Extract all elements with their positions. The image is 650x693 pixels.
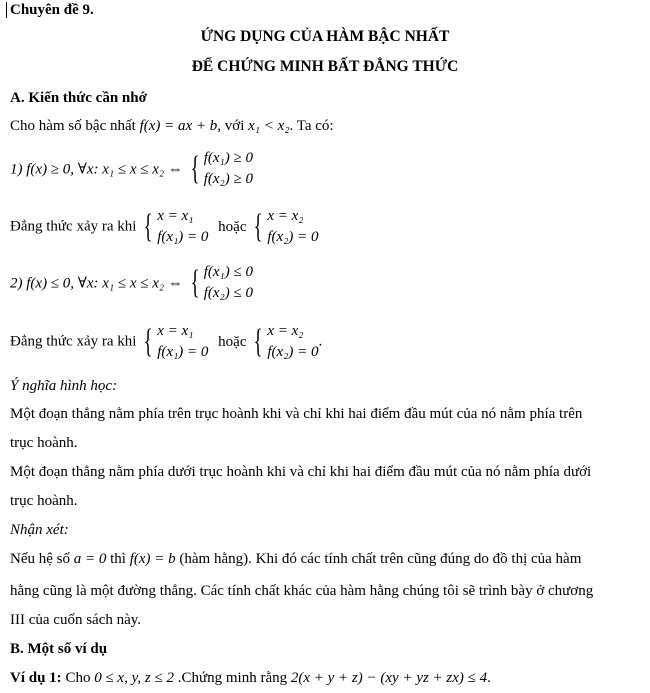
chapter-label: Chuyên đề 9. <box>10 2 94 18</box>
equality-2-system-b <box>250 321 318 363</box>
equality-2-system-a <box>140 321 208 363</box>
case-1 <box>10 148 253 190</box>
equality-2-or: hoặc <box>218 333 247 350</box>
equality-1-a-row-2: f(x₁) = 0 <box>157 229 209 245</box>
brace-icon: { <box>190 150 200 187</box>
remark-heading: Nhận xét: <box>10 522 69 538</box>
title-line-2: ĐỂ CHỨNG MINH BẤT ĐẲNG THỨC <box>191 58 459 75</box>
section-a-heading: A. Kiến thức cần nhớ <box>10 90 147 106</box>
brace-icon: { <box>143 208 153 245</box>
remark-text-a: Nếu hệ số <box>10 551 74 567</box>
equality-1-b-row-2: f(x₂) = 0 <box>267 229 319 245</box>
brace-icon: { <box>253 208 263 245</box>
equality-2-b-row-2: f(x₂) = 0 <box>267 344 319 360</box>
geometry-p1-line2: trục hoành. <box>10 435 78 451</box>
geometry-heading: Ý nghĩa hình học: <box>10 378 118 394</box>
case-1-row-2: f(x₂) ≥ 0 <box>203 171 253 187</box>
equality-2-a-row-1: x = x₁ <box>157 323 194 339</box>
case-2-row-2: f(x₂) ≤ 0 <box>203 285 253 301</box>
intro-condition: x₁ < x₂ <box>248 118 290 134</box>
brace-icon: { <box>143 323 153 360</box>
geometry-p2-line2: trục hoành. <box>10 493 78 509</box>
example-1-text-b: .Chứng minh rằng <box>174 670 291 686</box>
case-2-system <box>187 262 253 304</box>
remark-line3: III của cuốn sách này. <box>10 612 142 628</box>
intro-prefix: Cho hàm số bậc nhất <box>10 118 140 134</box>
geometry-p1-line1: Một đoạn thẳng nằm phía trên trục hoành khi và chỉ khi hai điểm đầu mút của nó nằm phía trên <box>10 406 583 422</box>
case-2-label: 2) f(x) ≤ 0, ∀x: x₁ ≤ x ≤ x₂ ⇔ <box>10 275 183 292</box>
example-1-inequality: 2(x + y + z) − (xy + yz + zx) ≤ 4 <box>290 670 488 686</box>
equality-1-a-row-1: x = x₁ <box>157 208 194 224</box>
remark-line1 <box>10 551 581 568</box>
equality-1-system-a <box>140 206 208 248</box>
equality-2-a-row-2: f(x₁) = 0 <box>157 344 209 360</box>
remark-text-b: thì <box>106 551 130 567</box>
case-1-label: 1) f(x) ≥ 0, ∀x: x₁ ≤ x ≤ x₂ ⇔ <box>10 161 183 178</box>
case-1-row-1: f(x₁) ≥ 0 <box>203 150 253 166</box>
case-1-system <box>187 148 253 190</box>
brace-icon: { <box>253 323 263 360</box>
equality-2-prefix: Đẳng thức xảy ra khi <box>10 333 137 350</box>
equality-2 <box>10 321 322 363</box>
remark-line2: hằng cũng là một đường thẳng. Các tính chất khác của hàm hằng chúng tôi sẽ trình bày ở chương <box>10 583 594 599</box>
equality-1-or: hoặc <box>218 218 247 235</box>
example-1-period: . <box>487 670 491 686</box>
example-1-text-a: Cho <box>61 670 95 686</box>
remark-math-a: a = 0 <box>73 551 107 567</box>
remark-text-c: (hàm hằng). Khi đó các tính chất trên cũng đúng do đồ thị của hàm <box>175 551 582 567</box>
title-line-1: ỨNG DỤNG CỦA HÀM BẬC NHẤT <box>200 28 450 45</box>
equality-1-prefix: Đẳng thức xảy ra khi <box>10 218 137 235</box>
remark-math-f: f(x) = b <box>129 551 176 567</box>
intro-suffix: . Ta có: <box>289 118 334 134</box>
equality-1 <box>10 206 318 248</box>
intro-mid: , với <box>217 118 249 134</box>
equality-1-b-row-1: x = x₂ <box>267 208 304 224</box>
equality-1-system-b <box>250 206 318 248</box>
equality-2-b-row-1: x = x₂ <box>267 323 304 339</box>
text-cursor <box>6 2 7 18</box>
case-2-row-1: f(x₁) ≤ 0 <box>203 264 253 280</box>
equality-2-period: . <box>318 333 323 350</box>
geometry-p2-line1: Một đoạn thẳng nằm phía dưới trục hoành khi và chỉ khi hai điểm đầu mút của nó nằm phía dưới <box>10 464 592 480</box>
example-1-condition: 0 ≤ x, y, z ≤ 2 <box>94 670 174 686</box>
intro-line <box>10 118 334 135</box>
brace-icon: { <box>190 264 200 301</box>
case-2 <box>10 262 253 304</box>
intro-function: f(x) = ax + b <box>139 118 218 134</box>
example-1 <box>10 670 491 687</box>
section-b-heading: B. Một số ví dụ <box>10 641 108 657</box>
example-1-label: Ví dụ 1: <box>10 670 62 686</box>
